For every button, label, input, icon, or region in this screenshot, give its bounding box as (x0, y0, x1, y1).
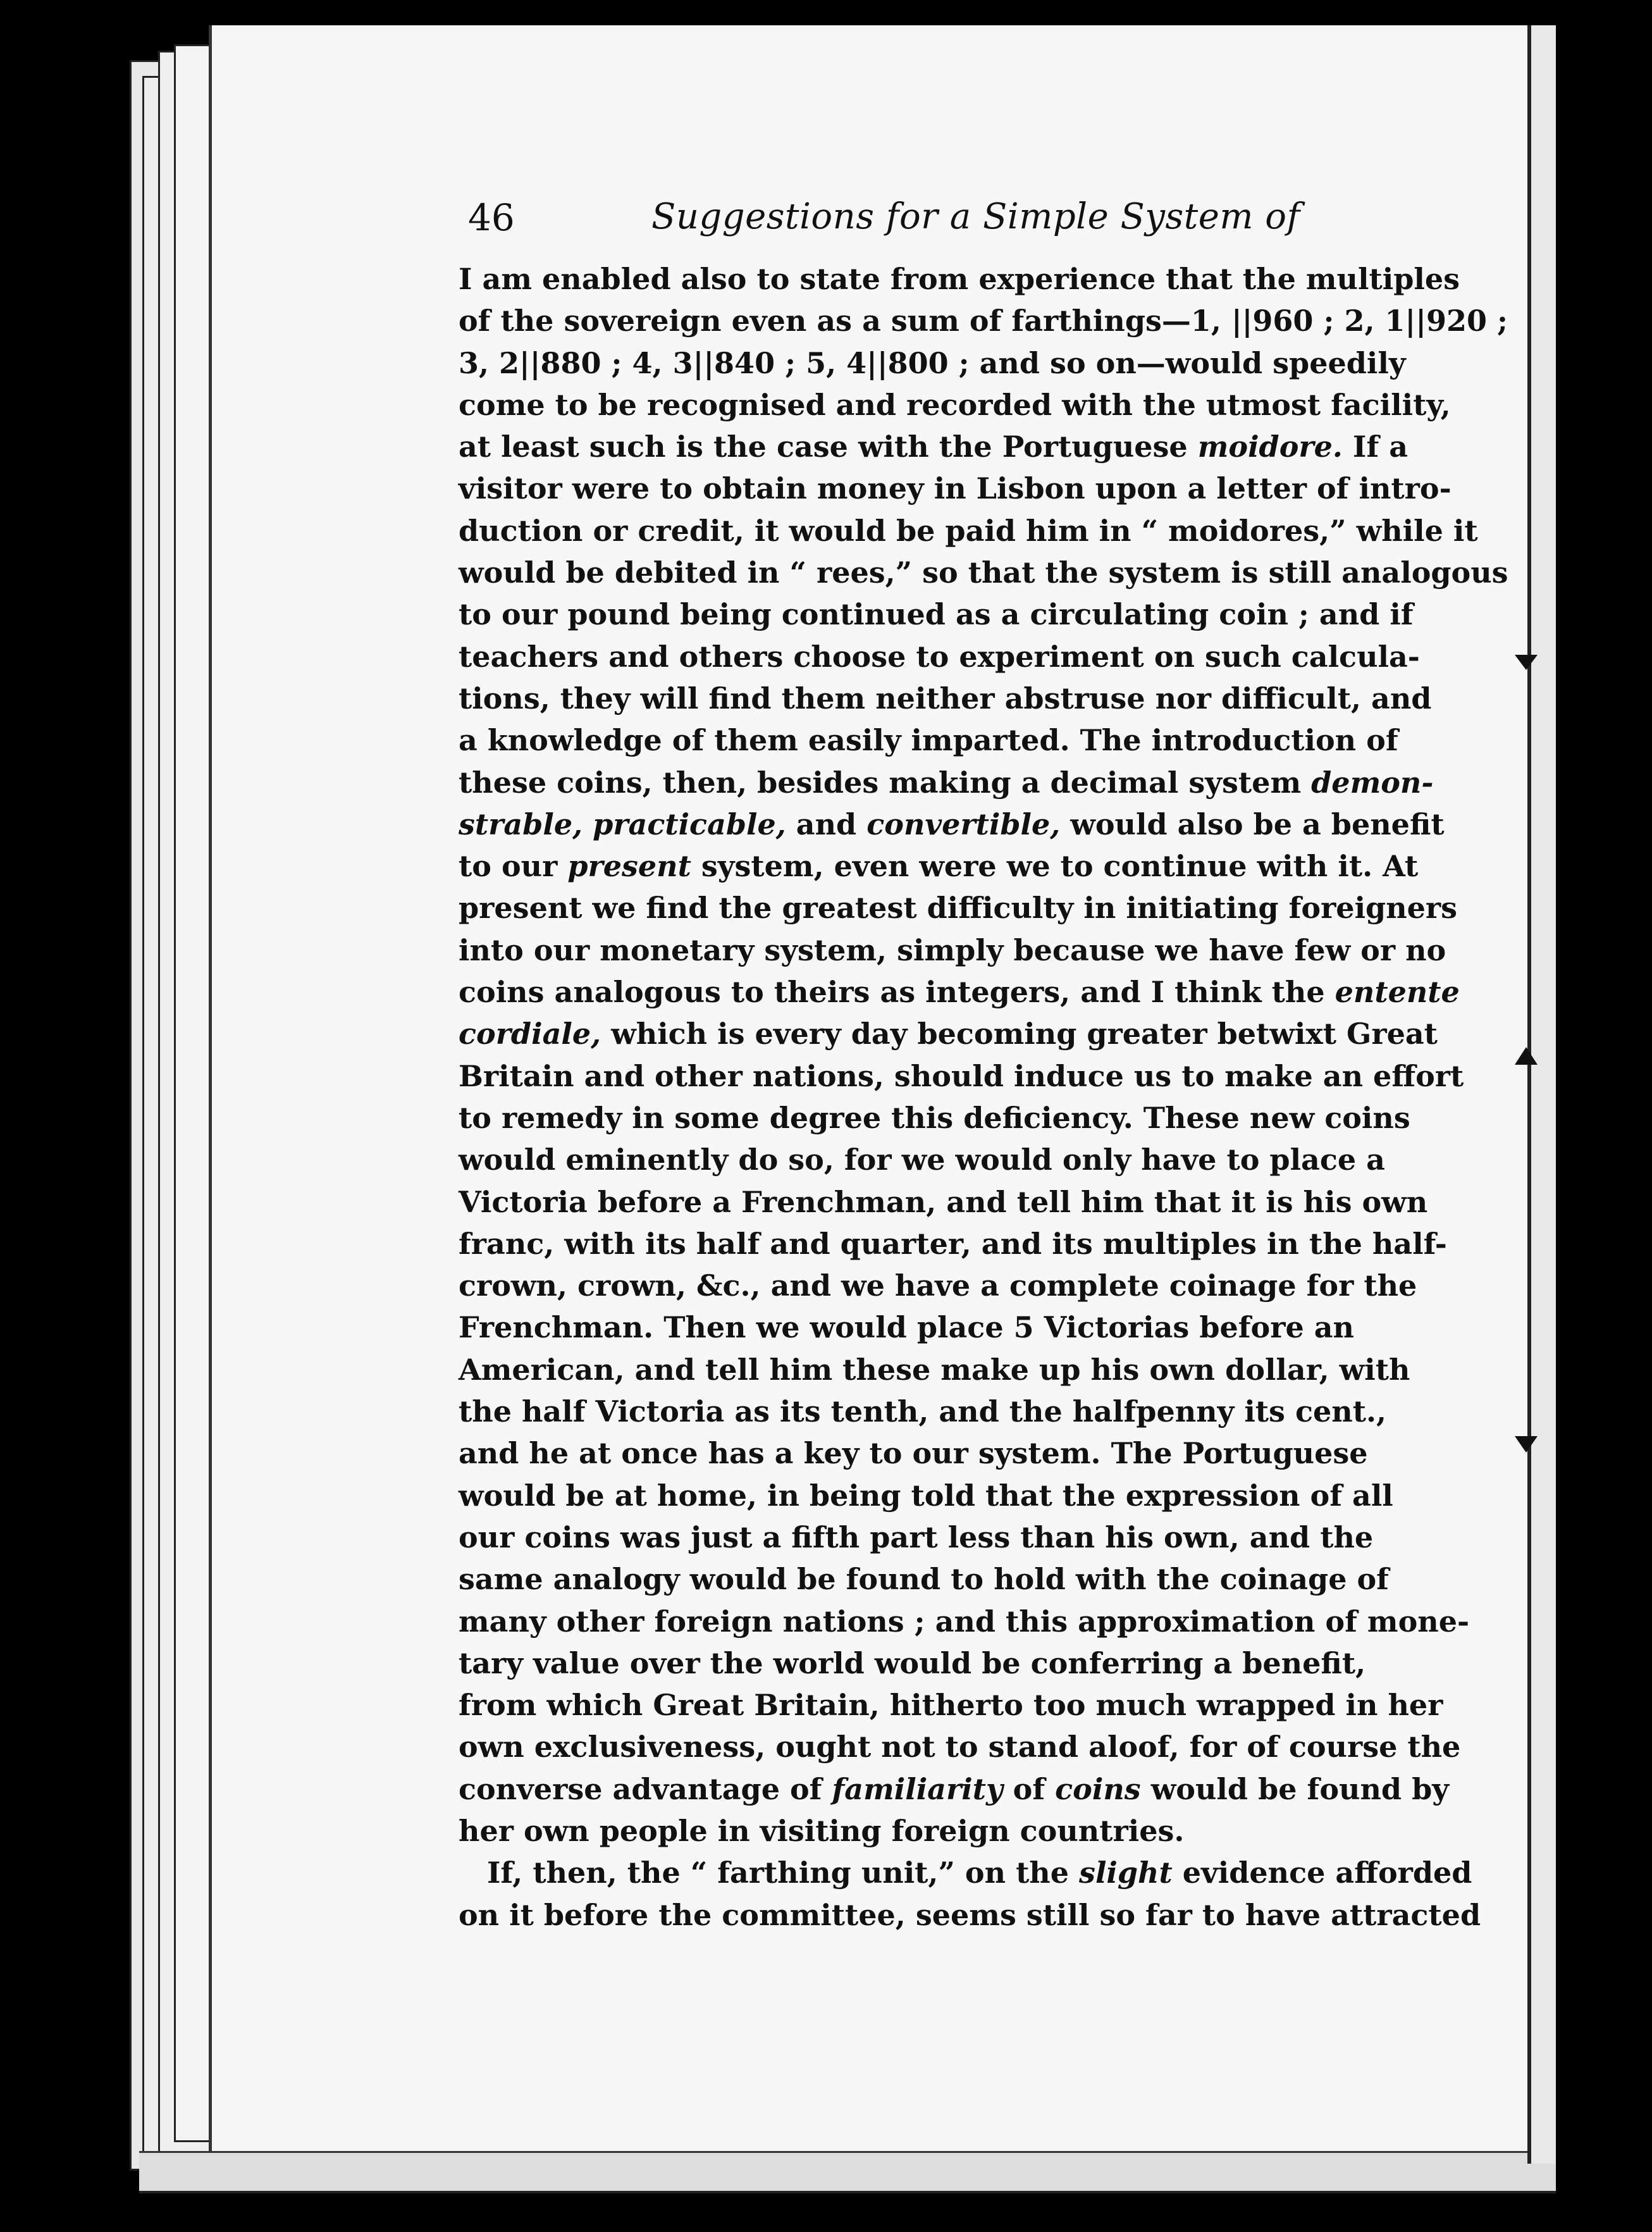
running-title: Suggestions for a Simple System of (651, 196, 1300, 237)
text-run: Britain and other nations, should induce us to make an effort (459, 1058, 1464, 1093)
text-run: would be found by (1140, 1771, 1449, 1806)
page-header (468, 196, 1404, 259)
text-run: tary value over the world would be conferring a benefit, (459, 1646, 1366, 1680)
text-run: to remedy in some degree this deficiency. These new coins (459, 1100, 1410, 1135)
text-line (459, 1223, 1447, 1265)
text-line (459, 1684, 1443, 1726)
text-line (459, 1181, 1428, 1223)
text-run: coins analogous to theirs as integers, and I think the (459, 975, 1335, 1010)
italic-text: familiarity (832, 1771, 1003, 1806)
text-run: from which Great Britain, hitherto too much wrapped in her (459, 1688, 1443, 1723)
text-line (459, 300, 1508, 342)
text-run: would be at home, in being told that the expression of all (459, 1478, 1393, 1513)
text-line (459, 1013, 1438, 1055)
text-line (459, 1768, 1449, 1810)
text-run: and he at once has a key to our system. The Portuguese (459, 1436, 1368, 1471)
text-run: which is every day becoming greater betwixt Great (601, 1017, 1438, 1051)
text-run: crown, crown, &c., and we have a complete coinage for the (459, 1268, 1417, 1303)
text-line (459, 1391, 1386, 1432)
text-line (459, 342, 1406, 384)
text-run: at least such is the case with the Portuguese (459, 430, 1198, 464)
text-run: of (1002, 1771, 1056, 1806)
text-run: own exclusiveness, ought not to stand aloof, for of course the (459, 1730, 1461, 1764)
text-line (459, 1475, 1393, 1516)
binding-thread-mark (1515, 655, 1538, 670)
body-text (459, 258, 1508, 1936)
text-run: come to be recognised and recorded with the utmost facility, (459, 387, 1451, 422)
binding-thread-mark (1515, 1047, 1538, 1065)
text-line (459, 636, 1420, 678)
text-run: present we find the greatest difficulty in initiating foreigners (459, 891, 1458, 926)
text-run: to our pound being continued as a circulating coin ; and if (459, 597, 1414, 632)
text-run: If a (1342, 430, 1409, 464)
text-line (459, 762, 1434, 803)
text-run: teachers and others choose to experiment on such calcula- (459, 639, 1420, 674)
text-line (459, 1306, 1353, 1348)
text-run: duction or credit, it would be paid him in “ moidores,” while it (459, 513, 1478, 548)
text-run: Frenchman. Then we would place 5 Victorias before an (459, 1310, 1355, 1345)
text-line (459, 1055, 1464, 1097)
text-line (459, 1810, 1353, 1852)
text-run: I am enabled also to state from experience that the multiples (459, 262, 1460, 296)
text-line (459, 1642, 1366, 1684)
text-run: of the sovereign even as a sum of farthings—1, ||960 ; 2, 1||920 ; (459, 304, 1508, 338)
text-run: evidence afforded (1172, 1856, 1472, 1890)
text-run: these coins, then, besides making a decimal system (459, 765, 1312, 800)
text-line (459, 1726, 1461, 1768)
text-run: to our (459, 849, 568, 884)
text-run: Victoria before a Frenchman, and tell him that it is his own (459, 1184, 1428, 1219)
italic-text: convertible, (866, 807, 1061, 841)
text-run: same analogy would be found to hold with the coinage of (459, 1562, 1389, 1597)
text-run: American, and tell him these make up his own dollar, with (459, 1352, 1410, 1387)
text-run: franc, with its half and quarter, and its multiples in the half- (459, 1226, 1447, 1261)
text-run: on it before the committee, seems still so far to have attracted (459, 1897, 1481, 1932)
text-line (459, 1432, 1368, 1474)
text-line (459, 258, 1460, 300)
text-line (459, 1349, 1410, 1391)
binding-gutter (1527, 25, 1559, 2164)
text-run: would also be a benefit (1060, 807, 1445, 841)
text-run: and (786, 807, 867, 841)
text-run: her own people in visiting foreign countries. (459, 1813, 1185, 1848)
text-line (459, 468, 1452, 509)
text-line (459, 719, 1398, 761)
page-stack-bottom (139, 2151, 1556, 2193)
text-run: If, then, the “ farthing unit,” on the (487, 1856, 1080, 1890)
text-line (459, 1601, 1470, 1642)
text-run: would be debited in “ rees,” so that the system is still analogous (459, 555, 1508, 590)
text-line (459, 426, 1409, 468)
text-line (459, 1516, 1374, 1558)
text-run: the half Victoria as its tenth, and the halfpenny its cent., (459, 1394, 1386, 1429)
italic-text: moidore. (1197, 430, 1343, 464)
binding-thread-mark (1515, 1436, 1538, 1453)
text-run: 3, 2||880 ; 4, 3||840 ; 5, 4||800 ; and so on—would speedily (459, 345, 1406, 380)
text-line (459, 1852, 1472, 1894)
text-run: our coins was just a fifth part less than his own, and the (459, 1520, 1374, 1554)
italic-text: demon- (1311, 765, 1434, 800)
text-line (459, 929, 1446, 971)
text-run: a knowledge of them easily imparted. The introduction of (459, 723, 1398, 758)
text-run: converse advantage of (459, 1771, 832, 1806)
text-line (459, 803, 1445, 845)
italic-text: present (567, 849, 691, 884)
text-line (459, 384, 1451, 426)
italic-text: entente (1335, 975, 1460, 1010)
text-line (459, 1097, 1410, 1139)
text-run: into our monetary system, simply because we have few or no (459, 933, 1446, 967)
text-line (459, 678, 1432, 719)
text-line (459, 1558, 1389, 1600)
italic-text: cordiale, (459, 1017, 601, 1051)
text-line (459, 510, 1478, 552)
text-line (459, 593, 1414, 635)
scan-background (1556, 0, 1652, 2232)
text-line (459, 1894, 1481, 1936)
text-run: would eminently do so, for we would only have to place a (459, 1143, 1385, 1177)
text-line (459, 887, 1458, 929)
text-line (459, 971, 1460, 1013)
italic-text: coins (1055, 1771, 1141, 1806)
text-line (459, 845, 1419, 887)
text-run: system, even were we to continue with it. At (691, 849, 1419, 884)
italic-text: slight (1079, 1856, 1173, 1890)
italic-text: strable, practicable, (459, 807, 786, 841)
text-run: many other foreign nations ; and this approximation of mone- (459, 1604, 1470, 1639)
text-run: tions, they will find them neither abstruse nor difficult, and (459, 681, 1432, 716)
page-number: 46 (468, 196, 515, 239)
text-line (459, 1139, 1385, 1181)
text-line (459, 552, 1508, 593)
text-line (459, 1265, 1417, 1306)
text-run: visitor were to obtain money in Lisbon upon a letter of intro- (459, 471, 1452, 506)
